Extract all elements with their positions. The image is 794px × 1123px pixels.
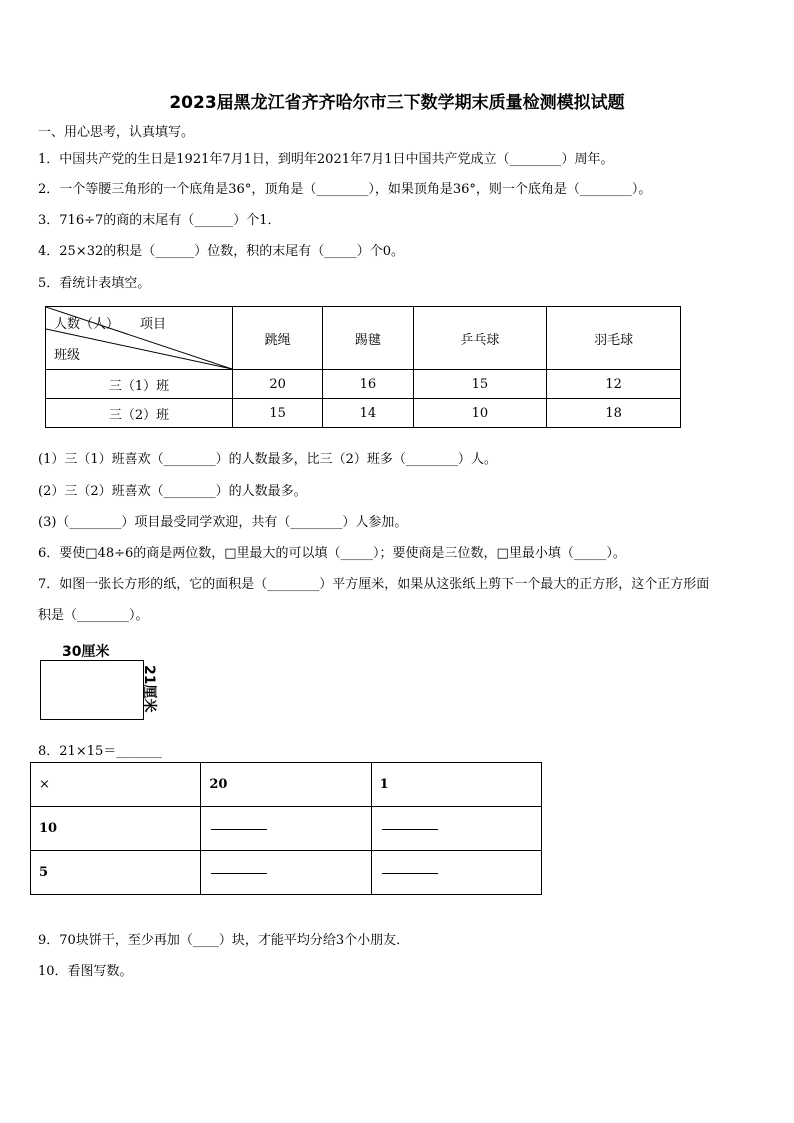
question-2: 2．一个等腰三角形的一个底角是36°，顶角是（________），如果顶角是36°，则一个底角是（________）。 bbox=[38, 182, 652, 197]
stats-table bbox=[45, 306, 681, 428]
row-label: 三（2）班 bbox=[46, 399, 233, 428]
question-8: 8．21×15＝_______ bbox=[38, 744, 162, 759]
answer-cell bbox=[371, 807, 541, 851]
question-5-3: (3)（________）项目最受同学欢迎，共有（________）人参加。 bbox=[38, 515, 408, 530]
header-cell: 1 bbox=[371, 763, 541, 807]
section-heading: 一、用心思考，认真填写。 bbox=[38, 125, 195, 140]
answer-blank[interactable] bbox=[382, 872, 438, 874]
figure-height-label: 21厘米 bbox=[141, 665, 157, 713]
question-9: 9．70块饼干，至少再加（____）块，才能平均分给3个小朋友． bbox=[38, 933, 410, 948]
question-3: 3．716÷7的商的末尾有（______）个1． bbox=[38, 213, 281, 228]
answer-cell bbox=[371, 851, 541, 895]
table-row bbox=[46, 370, 681, 399]
table-row bbox=[31, 807, 542, 851]
multiplication-table bbox=[30, 762, 542, 895]
answer-blank[interactable] bbox=[382, 828, 438, 830]
table-cell: 16 bbox=[323, 370, 413, 399]
question-7-line2: 积是（________）。 bbox=[38, 608, 149, 623]
header-cell: 20 bbox=[201, 763, 371, 807]
table-cell: 14 bbox=[323, 399, 413, 428]
question-1: 1．中国共产党的生日是1921年7月1日，到明年2021年7月1日中国共产党成立（________）周年。 bbox=[38, 152, 614, 167]
table-cell: 15 bbox=[233, 399, 323, 428]
question-10: 10．看图写数。 bbox=[38, 964, 133, 979]
diag-label-item: 项目 bbox=[140, 317, 167, 332]
row-label: 三（1）班 bbox=[46, 370, 233, 399]
page-title: 2023届黑龙江省齐齐哈尔市三下数学期末质量检测模拟试题 bbox=[169, 93, 625, 113]
question-5-2: (2）三（2）班喜欢（________）的人数最多。 bbox=[38, 484, 307, 499]
answer-blank[interactable] bbox=[211, 872, 267, 874]
table-cell: 10 bbox=[413, 399, 547, 428]
rectangle-figure bbox=[40, 660, 144, 720]
answer-cell bbox=[201, 807, 371, 851]
answer-blank[interactable] bbox=[211, 828, 267, 830]
diagonal-header-cell bbox=[46, 307, 233, 370]
table-row bbox=[46, 399, 681, 428]
table-cell: 15 bbox=[413, 370, 547, 399]
question-4: 4．25×32的积是（______）位数，积的末尾有（_____）个0。 bbox=[38, 244, 405, 259]
header-cell: 踢毽 bbox=[323, 307, 413, 370]
header-cell: 乒乓球 bbox=[413, 307, 547, 370]
figure-width-label: 30厘米 bbox=[62, 644, 110, 660]
operator-cell: × bbox=[31, 763, 201, 807]
answer-cell bbox=[201, 851, 371, 895]
question-5-1: (1）三（1）班喜欢（________）的人数最多，比三（2）班多（________）人。 bbox=[38, 452, 497, 467]
question-7-line1: 7．如图一张长方形的纸，它的面积是（________）平方厘米，如果从这张纸上剪下一个最大的正方形，这个正方形面 bbox=[38, 577, 710, 592]
diag-label-count: 人数（人） bbox=[54, 317, 120, 332]
table-cell: 18 bbox=[547, 399, 681, 428]
diag-label-class: 班级 bbox=[54, 348, 81, 363]
row-label: 5 bbox=[31, 851, 201, 895]
table-row bbox=[31, 851, 542, 895]
question-6: 6．要使□48÷6的商是两位数，□里最大的可以填（_____）；要使商是三位数，□里最小填（_____）。 bbox=[38, 546, 626, 561]
table-row bbox=[31, 763, 542, 807]
row-label: 10 bbox=[31, 807, 201, 851]
header-cell: 羽毛球 bbox=[547, 307, 681, 370]
question-5: 5．看统计表填空。 bbox=[38, 276, 151, 291]
table-cell: 20 bbox=[233, 370, 323, 399]
header-cell: 跳绳 bbox=[233, 307, 323, 370]
table-cell: 12 bbox=[547, 370, 681, 399]
